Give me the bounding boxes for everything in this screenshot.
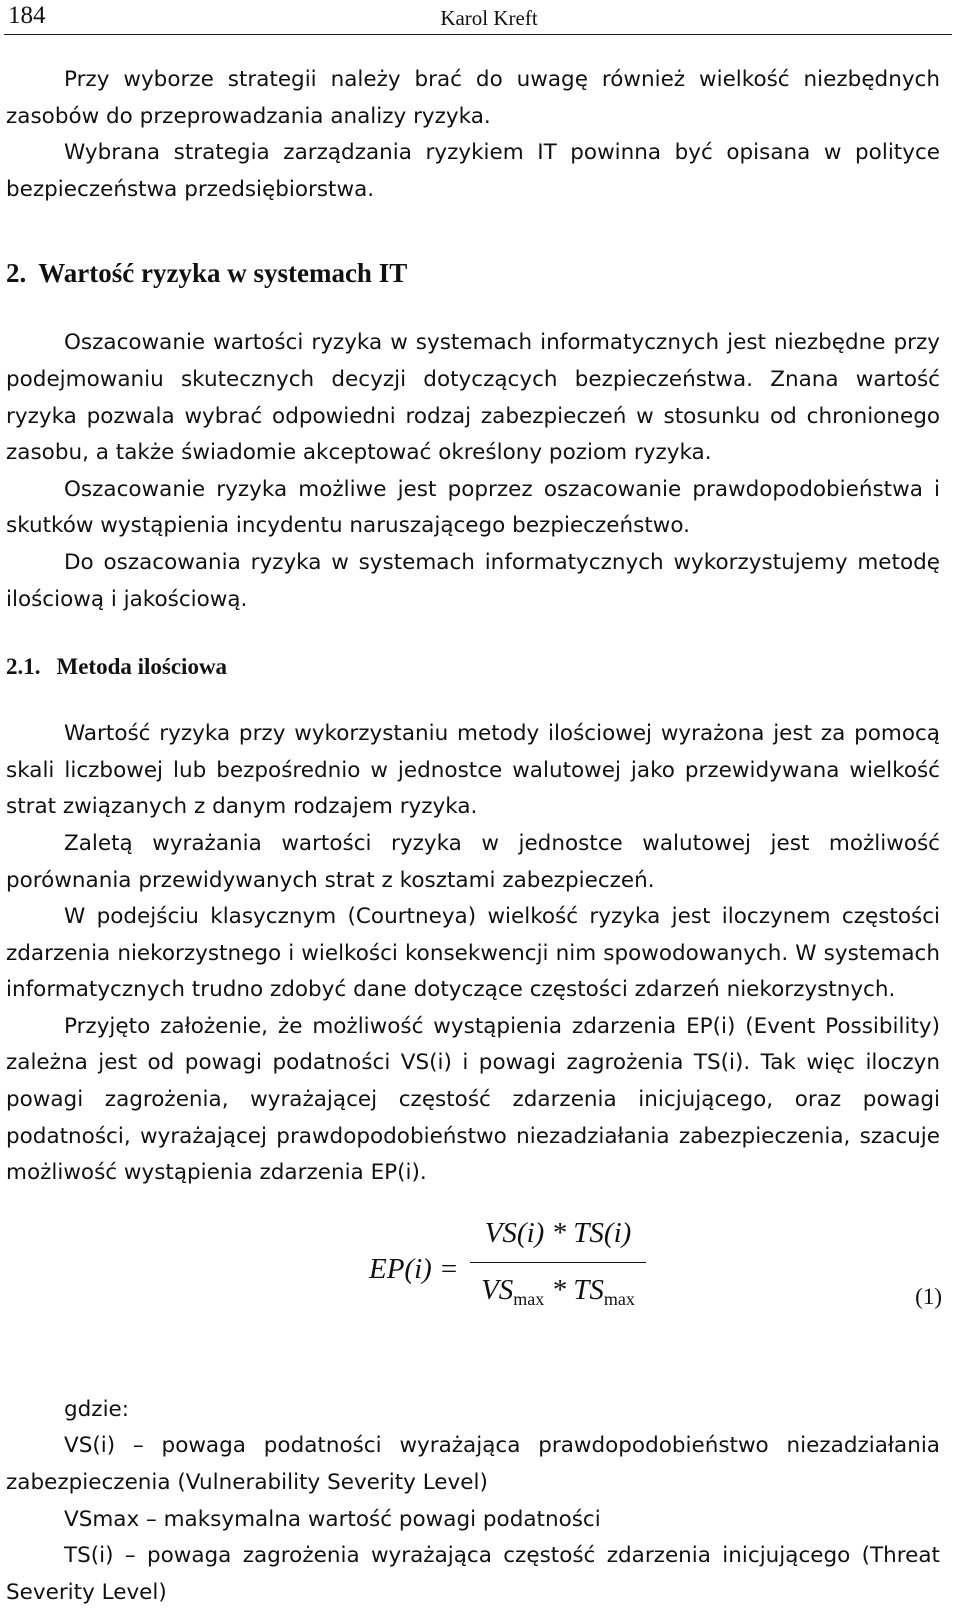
equation-fraction — [470, 1212, 646, 1320]
section-2-title: Wartość ryzyka w systemach IT — [38, 258, 408, 289]
section-2-heading — [6, 258, 940, 289]
equation-1 — [6, 1212, 940, 1382]
running-head-author: Karol Kreft — [440, 6, 538, 30]
definition-vs: VS(i) – powaga podatności wyrażająca prawdopodobieństwo niezadziałania zabezpieczenia (Vulnerability Severity Level) — [6, 1433, 940, 1496]
definition-vsmax: VSmax – maksymalna wartość powagi podatności — [64, 1506, 601, 1532]
denominator-ts: * TS — [544, 1273, 604, 1306]
intro-paragraph-1: Przy wyborze strategii należy brać do uwagę również wielkość niezbędnych zasobów do przeprowadzania analizy ryzyka. — [6, 67, 940, 129]
denominator-sub-max-1: max — [513, 1288, 545, 1309]
section-2-1-number: 2.1. — [6, 654, 41, 680]
section-2-1-paragraph-1: Wartość ryzyka przy wykorzystaniu metody ilościowej wyrażona jest za pomocą skali liczbowej lub bezpośrednio w jednostce walutowej jako przewidywana wielkość strat związanych z danym rodzajem ryzyka. — [6, 721, 940, 820]
page-header — [4, 0, 952, 35]
section-2-paragraph-3: Do oszacowania ryzyka w systemach informatycznych wykorzystujemy metodę ilościową i jakościową. — [6, 549, 940, 612]
page-number: 184 — [8, 2, 46, 29]
page-body — [6, 62, 940, 1611]
definition-ts: TS(i) – powaga zagrożenia wyrażająca częstość zdarzenia inicjującego (Threat Severity Level) — [6, 1543, 940, 1605]
denominator-vs: VS — [481, 1273, 514, 1306]
denominator-sub-max-2: max — [603, 1288, 635, 1309]
fraction-bar — [470, 1262, 646, 1263]
equation-denominator — [470, 1269, 646, 1320]
equation-lhs: EP(i) = — [369, 1252, 459, 1285]
equation-label: (1) — [915, 1283, 942, 1309]
definitions — [6, 1392, 940, 1611]
section-2-1-paragraph-2: Zaletą wyrażania wartości ryzyka w jednostce walutowej jest możliwość porównania przewidywanych strat z kosztami zabezpieczeń. — [6, 830, 940, 893]
equation-numerator: VS(i) * TS(i) — [484, 1216, 632, 1249]
section-2-1-paragraph-3: W podejściu klasycznym (Courtneya) wielkość ryzyka jest iloczynem częstości zdarzenia niekorzystnego i wielkości konsekwencji nim spowodowanych. W systemach informatycznych trudno zdobyć dane dotyczące częstości zdarzeń niekorzystnych. — [6, 904, 940, 1003]
section-2-1-paragraph-4: Przyjęto założenie, że możliwość wystąpienia zdarzenia EP(i) (Event Possibility) zależna jest od powagi podatności VS(i) i powagi zagrożenia TS(i). Tak więc iloczyn powagi zagrożenia, wyrażającej częstość zdarzenia inicjującego, oraz powagi podatności, wyrażającej prawdopodobieństwo niezadziałania zabezpieczenia, szacuje możliwość wystąpienia zdarzenia EP(i). — [6, 1013, 940, 1186]
definitions-intro: gdzie: — [64, 1396, 130, 1422]
intro-paragraph-2: Wybrana strategia zarządzania ryzykiem IT powinna być opisana w polityce bezpieczeństwa przedsiębiorstwa. — [6, 140, 940, 202]
section-2-1-title: Metoda ilościowa — [56, 654, 228, 680]
section-2-paragraph-2: Oszacowanie ryzyka możliwe jest poprzez oszacowanie prawdopodobieństwa i skutków wystąpienia incydentu naruszającego bezpieczeństwo. — [6, 476, 940, 539]
section-2-1-heading — [6, 654, 940, 680]
section-2-number: 2. — [6, 258, 27, 289]
section-2-paragraph-1: Oszacowanie wartości ryzyka w systemach informatycznych jest niezbędne przy podejmowaniu skutecznych decyzji dotyczących bezpieczeństwa. Znana wartość ryzyka pozwala wybrać odpowiedni rodzaj zabezpieczeń w stosunku od chronionego zasobu, a także świadomie akceptować określony poziom ryzyka. — [6, 330, 940, 466]
